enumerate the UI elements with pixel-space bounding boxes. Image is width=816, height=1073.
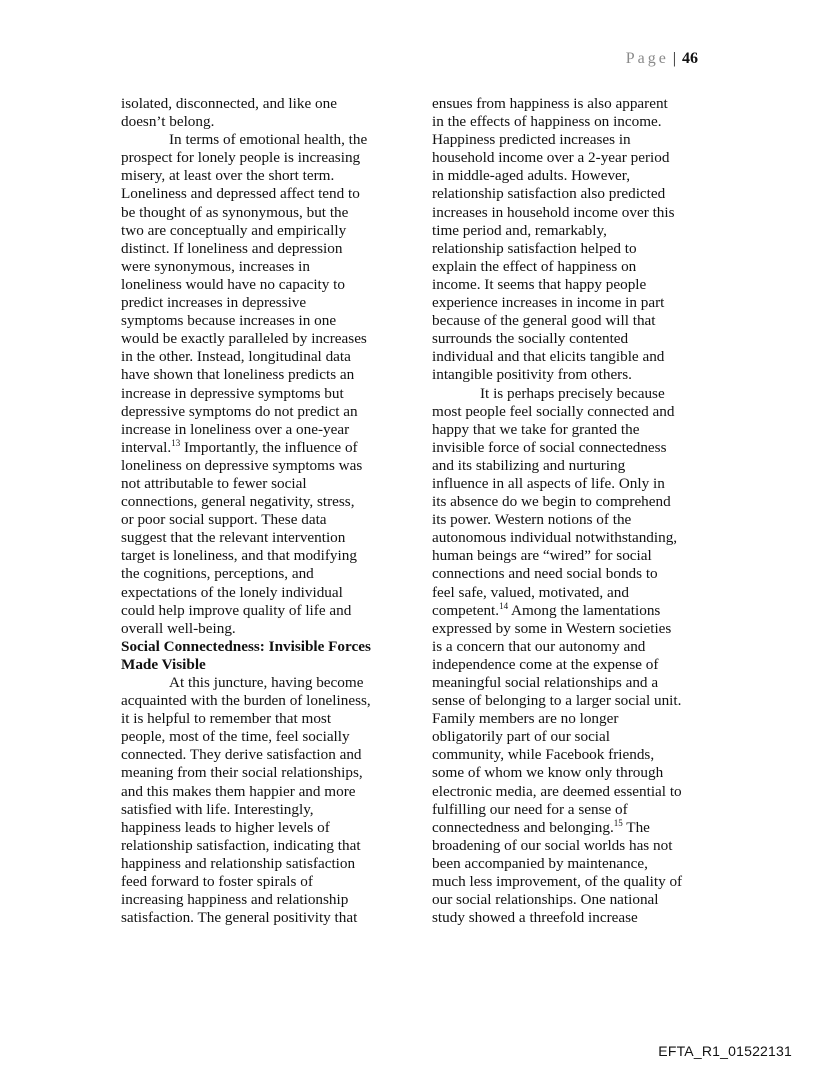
line-text-continued: Among the lamentations	[508, 601, 661, 619]
line-text: At this juncture, having become	[169, 674, 364, 691]
text-line	[121, 457, 411, 475]
footnote-reference: 14	[499, 600, 509, 611]
text-line	[432, 692, 722, 710]
line-text: and its stabilizing and nurturing	[432, 456, 626, 474]
section-heading-line	[121, 638, 411, 656]
line-text: overall well-being.	[121, 619, 236, 637]
text-line	[121, 819, 411, 837]
line-text: connected. They derive satisfaction and	[121, 746, 362, 764]
text-line	[121, 620, 411, 638]
text-line	[432, 403, 722, 421]
line-text: acquainted with the burden of loneliness,	[121, 692, 371, 710]
line-text-continued: Importantly, the influence of	[180, 438, 358, 456]
line-text: broadening of our social worlds has not	[432, 836, 673, 854]
line-text-continued: The	[622, 818, 650, 836]
text-line	[121, 366, 411, 384]
text-line	[432, 204, 722, 222]
text-line	[121, 439, 411, 457]
line-text: in the effects of happiness on income.	[432, 113, 662, 131]
line-text: loneliness would have no capacity to	[121, 275, 345, 293]
text-line	[432, 855, 722, 873]
line-text: influence in all aspects of life. Only in	[432, 474, 665, 492]
line-text: could help improve quality of life and	[121, 601, 352, 619]
text-line	[121, 475, 411, 493]
text-line	[121, 692, 411, 710]
text-line	[121, 565, 411, 583]
text-line	[432, 457, 722, 475]
line-text: would be exactly paralleled by increases	[121, 330, 367, 348]
text-line	[432, 149, 722, 167]
line-text: target is loneliness, and that modifying	[121, 547, 357, 565]
text-line	[432, 764, 722, 782]
line-text: household income over a 2-year period	[432, 149, 670, 167]
line-text: connections, general negativity, stress,	[121, 493, 355, 511]
right-column	[432, 95, 722, 927]
text-line	[432, 638, 722, 656]
line-text: surrounds the socially contented	[432, 330, 629, 348]
line-text: or poor social support. These data	[121, 511, 327, 529]
text-line	[432, 746, 722, 764]
text-line	[121, 222, 411, 240]
line-text: have shown that loneliness predicts an	[121, 366, 355, 384]
line-text: it is helpful to remember that most	[121, 710, 332, 728]
text-line	[432, 547, 722, 565]
line-text: Happiness predicted increases in	[432, 131, 631, 149]
line-text: feed forward to foster spirals of	[121, 873, 313, 891]
text-line	[121, 258, 411, 276]
text-line	[432, 511, 722, 529]
text-line	[121, 185, 411, 203]
line-text: distinct. If loneliness and depression	[121, 239, 343, 257]
text-line	[121, 113, 411, 131]
line-text: fulfilling our need for a sense of	[432, 800, 628, 818]
text-line	[432, 312, 722, 330]
text-line	[432, 620, 722, 638]
text-line	[121, 95, 411, 113]
text-line	[121, 149, 411, 167]
line-text: invisible force of social connectedness	[432, 438, 667, 456]
text-line	[432, 674, 722, 692]
text-line	[432, 185, 722, 203]
text-line	[432, 167, 722, 185]
text-line	[432, 656, 722, 674]
line-text: sense of belonging to a larger social unit.	[432, 692, 682, 710]
text-line	[432, 565, 722, 583]
line-text: individual and that elicits tangible and	[432, 348, 665, 366]
text-line	[121, 511, 411, 529]
line-text: competent.	[432, 601, 500, 619]
text-line	[121, 276, 411, 294]
text-line	[121, 403, 411, 421]
line-text: because of the general good will that	[432, 312, 656, 330]
line-text: increases in household income over this	[432, 203, 675, 221]
line-text: its power. Western notions of the	[432, 511, 632, 529]
line-text: interval.	[121, 438, 172, 456]
text-line	[121, 873, 411, 891]
line-text: increasing happiness and relationship	[121, 891, 349, 909]
text-line	[121, 764, 411, 782]
line-text: ensues from happiness is also apparent	[432, 95, 668, 112]
line-text: been accompanied by maintenance,	[432, 854, 648, 872]
line-text: human beings are “wired” for social	[432, 547, 652, 565]
footnote-reference: 15	[613, 817, 623, 828]
line-text: electronic media, are deemed essential to	[432, 782, 682, 800]
page-header	[626, 49, 698, 69]
line-text: symptoms because increases in one	[121, 312, 337, 330]
line-text: obligatorily part of our social	[432, 728, 610, 746]
line-text: happiness and relationship satisfaction	[121, 854, 356, 872]
line-text: In terms of emotional health, the	[169, 131, 368, 149]
text-line	[432, 710, 722, 728]
footnote-reference: 13	[171, 437, 181, 448]
line-text: satisfied with life. Interestingly,	[121, 800, 314, 818]
line-text: people, most of the time, feel socially	[121, 728, 350, 746]
line-text: Family members are no longer	[432, 710, 619, 728]
text-line	[432, 385, 722, 403]
line-text: connections and need social bonds to	[432, 565, 658, 583]
text-line	[121, 348, 411, 366]
text-line	[121, 783, 411, 801]
line-text: the cognitions, perceptions, and	[121, 565, 314, 583]
line-text: satisfaction. The general positivity that	[121, 909, 358, 927]
text-line	[121, 855, 411, 873]
line-text: happiness leads to higher levels of	[121, 818, 330, 836]
line-text: doesn’t belong.	[121, 113, 215, 131]
text-line	[432, 873, 722, 891]
line-text: be thought of as synonymous, but the	[121, 203, 349, 221]
text-line	[121, 909, 411, 927]
text-line	[121, 493, 411, 511]
text-line	[432, 529, 722, 547]
line-text: independence come at the expense of	[432, 655, 659, 673]
text-line	[432, 366, 722, 384]
text-line	[121, 204, 411, 222]
text-line	[432, 258, 722, 276]
line-text: autonomous individual notwithstanding,	[432, 529, 678, 547]
document-id: EFTA_R1_01522131	[658, 1043, 792, 1059]
text-line	[121, 728, 411, 746]
text-line	[432, 475, 722, 493]
line-text: Social Connectedness: Invisible Forces	[121, 637, 371, 655]
text-line	[432, 801, 722, 819]
line-text: study showed a threefold increase	[432, 909, 638, 927]
text-line	[121, 602, 411, 620]
text-line	[432, 222, 722, 240]
text-line	[121, 891, 411, 909]
line-text: its absence do we begin to comprehend	[432, 493, 671, 511]
line-text: income. It seems that happy people	[432, 275, 647, 293]
text-line	[432, 421, 722, 439]
line-text: not attributable to fewer social	[121, 474, 307, 492]
line-text: Made Visible	[121, 655, 206, 673]
text-line	[121, 529, 411, 547]
text-line	[432, 728, 722, 746]
line-text: feel safe, valued, motivated, and	[432, 583, 629, 601]
section-heading-line	[121, 656, 411, 674]
line-text: predict increases in depressive	[121, 294, 307, 312]
line-text: prospect for lonely people is increasing	[121, 149, 361, 167]
line-text: relationship satisfaction helped to	[432, 239, 637, 257]
line-text: relationship satisfaction also predicted	[432, 185, 666, 203]
text-line	[432, 131, 722, 149]
line-text: meaning from their social relationships,	[121, 764, 363, 782]
text-line	[121, 421, 411, 439]
text-line	[432, 240, 722, 258]
text-line	[121, 240, 411, 258]
line-text: misery, at least over the short term.	[121, 167, 335, 185]
text-line	[432, 493, 722, 511]
text-line	[121, 312, 411, 330]
line-text: loneliness on depressive symptoms was	[121, 456, 363, 474]
line-text: community, while Facebook friends,	[432, 746, 655, 764]
line-text: isolated, disconnected, and like one	[121, 95, 337, 112]
line-text: two are conceptually and empirically	[121, 221, 347, 239]
page-separator: |	[672, 50, 676, 67]
text-line	[432, 783, 722, 801]
line-text: and this makes them happier and more	[121, 782, 356, 800]
text-line	[121, 167, 411, 185]
line-text: some of whom we know only through	[432, 764, 664, 782]
line-text: increase in loneliness over a one-year	[121, 420, 350, 438]
line-text: in middle-aged adults. However,	[432, 167, 631, 185]
text-line	[121, 801, 411, 819]
text-line	[432, 348, 722, 366]
text-line	[432, 439, 722, 457]
text-line	[121, 294, 411, 312]
line-text: suggest that the relevant intervention	[121, 529, 346, 547]
line-text: connectedness and belonging.	[432, 818, 614, 836]
text-line	[121, 746, 411, 764]
text-line	[432, 276, 722, 294]
text-line	[432, 909, 722, 927]
text-line	[432, 95, 722, 113]
line-text: is a concern that our autonomy and	[432, 637, 646, 655]
text-line	[432, 602, 722, 620]
text-line	[432, 891, 722, 909]
line-text: in the other. Instead, longitudinal data	[121, 348, 351, 366]
page-number: 46	[682, 50, 698, 67]
text-line	[432, 113, 722, 131]
left-column	[121, 95, 411, 927]
line-text: happy that we take for granted the	[432, 420, 640, 438]
text-line	[432, 330, 722, 348]
text-line	[432, 294, 722, 312]
line-text: expectations of the lonely individual	[121, 583, 343, 601]
text-line	[121, 131, 411, 149]
text-line	[121, 584, 411, 602]
text-line	[121, 837, 411, 855]
line-text: intangible positivity from others.	[432, 366, 632, 384]
line-text: most people feel socially connected and	[432, 402, 675, 420]
line-text: were synonymous, increases in	[121, 257, 310, 275]
line-text: time period and, remarkably,	[432, 221, 607, 239]
line-text: our social relationships. One national	[432, 891, 659, 909]
text-line	[432, 837, 722, 855]
text-line	[121, 674, 411, 692]
page-label: Page	[625, 50, 669, 67]
line-text: increase in depressive symptoms but	[121, 384, 344, 402]
text-line	[121, 710, 411, 728]
line-text: expressed by some in Western societies	[432, 619, 672, 637]
line-text: much less improvement, of the quality of	[432, 873, 683, 891]
line-text: Loneliness and depressed affect tend to	[121, 185, 360, 203]
line-text: explain the effect of happiness on	[432, 257, 637, 275]
line-text: experience increases in income in part	[432, 294, 665, 312]
text-line	[432, 819, 722, 837]
line-text: It is perhaps precisely because	[480, 384, 665, 402]
line-text: meaningful social relationships and a	[432, 674, 659, 691]
text-line	[121, 547, 411, 565]
text-line	[432, 584, 722, 602]
line-text: relationship satisfaction, indicating that	[121, 836, 361, 854]
text-line	[121, 330, 411, 348]
line-text: depressive symptoms do not predict an	[121, 402, 358, 420]
text-line	[121, 385, 411, 403]
